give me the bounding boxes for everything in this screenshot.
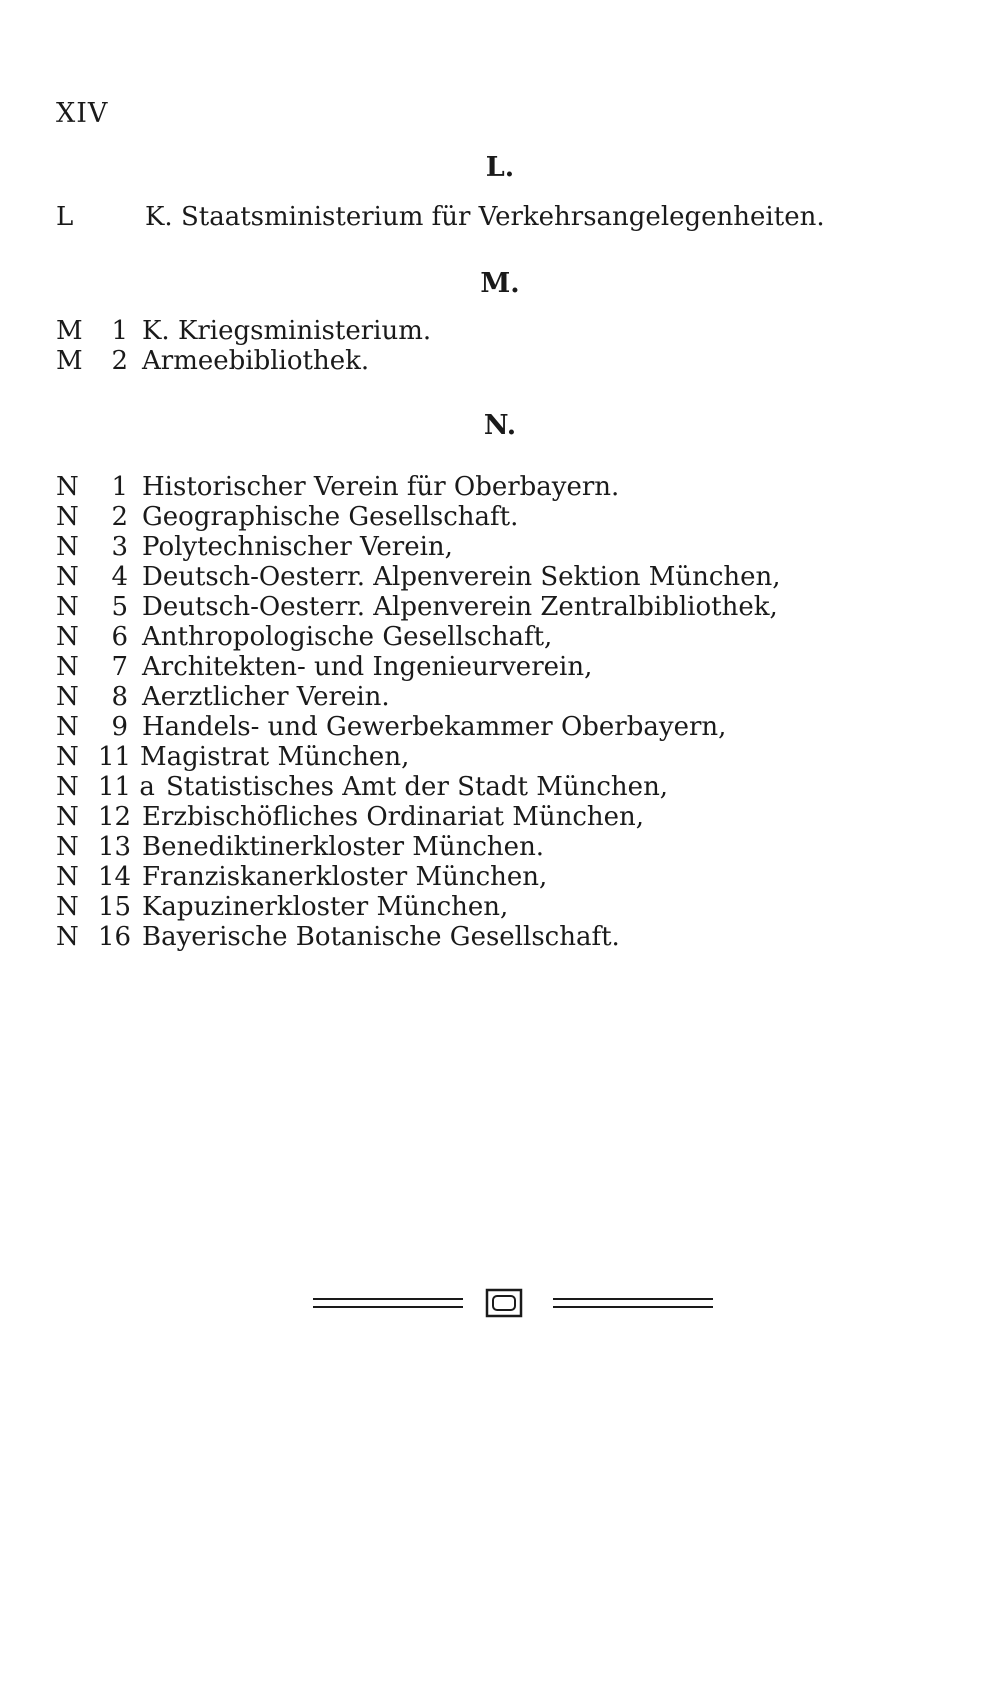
entry-letter: N [56, 592, 79, 622]
entry-number: 6 [111, 622, 128, 652]
entry-label: Anthropologische Gesellschaft, [142, 622, 553, 652]
entry-label: Kapuzinerkloster München, [142, 892, 509, 922]
entry-number: 14 [98, 862, 132, 892]
entry-number: 2 [111, 346, 128, 376]
entry-label: K. Staatsministerium für Verkehrsangelegenheiten. [145, 202, 825, 232]
entry-letter: N [56, 742, 79, 772]
entry-number: 9 [111, 712, 128, 742]
entry-letter: N [56, 622, 79, 652]
entry-label: Architekten- und Ingenieurverein, [142, 652, 593, 682]
entry-letter: N [56, 502, 79, 532]
entry-label: Historischer Verein für Oberbayern. [142, 472, 620, 502]
entry-letter: N [56, 652, 79, 682]
entry-number: 4 [111, 562, 128, 592]
entry-label: Handels- und Gewerbekammer Oberbayern, [142, 712, 727, 742]
entry-label: Deutsch-Oesterr. Alpenverein Sektion München, [142, 562, 781, 592]
entry-letter: L [56, 202, 74, 232]
entry-label: Statistisches Amt der Stadt München, [166, 772, 669, 802]
entry-number: 1 [111, 472, 128, 502]
entry-letter: N [56, 712, 79, 742]
section-heading-l: L. [485, 152, 515, 183]
entry-letter: N [56, 862, 79, 892]
entry-label: Aerztlicher Verein. [142, 682, 390, 712]
entry-label: Erzbischöfliches Ordinariat München, [142, 802, 645, 832]
entry-letter: N [56, 532, 79, 562]
entry-number: 3 [111, 532, 128, 562]
entry-number: 1 [111, 316, 128, 346]
entry-letter: N [56, 922, 79, 952]
entry-label: K. Kriegsministerium. [142, 316, 432, 346]
page-number: XIV [56, 98, 109, 129]
entry-label: Magistrat München, [140, 742, 410, 772]
entry-letter: N [56, 802, 79, 832]
entry-label: Armeebibliothek. [142, 346, 370, 376]
entry-letter: N [56, 892, 79, 922]
entry-number: 8 [111, 682, 128, 712]
entry-label: Geographische Gesellschaft. [142, 502, 519, 532]
entry-number: 5 [111, 592, 128, 622]
boxed-rule-ornament-icon [313, 1285, 713, 1321]
entry-label: Bayerische Botanische Gesellschaft. [142, 922, 620, 952]
entry-letter: M [56, 316, 83, 346]
entry-label: Deutsch-Oesterr. Alpenverein Zentralbibliothek, [142, 592, 778, 622]
entry-letter: M [56, 346, 83, 376]
entry-letter: N [56, 682, 79, 712]
entry-number: 2 [111, 502, 128, 532]
section-heading-n: N. [483, 410, 517, 441]
entry-number: 16 [98, 922, 132, 952]
entry-letter: N [56, 472, 79, 502]
entry-letter: N [56, 832, 79, 862]
entry-number: 12 [98, 802, 132, 832]
entry-letter: N [56, 772, 79, 802]
entry-number: 7 [111, 652, 128, 682]
section-heading-m: M. [480, 268, 520, 299]
entry-label: Polytechnischer Verein, [142, 532, 453, 562]
entry-label: Benediktinerkloster München. [142, 832, 545, 862]
entry-number: 11 [98, 742, 132, 772]
entry-number: 13 [98, 832, 132, 862]
entry-number: 15 [98, 892, 132, 922]
entry-letter: N [56, 562, 79, 592]
entry-label: Franziskanerkloster München, [142, 862, 548, 892]
entry-number: 11 a [98, 772, 155, 802]
